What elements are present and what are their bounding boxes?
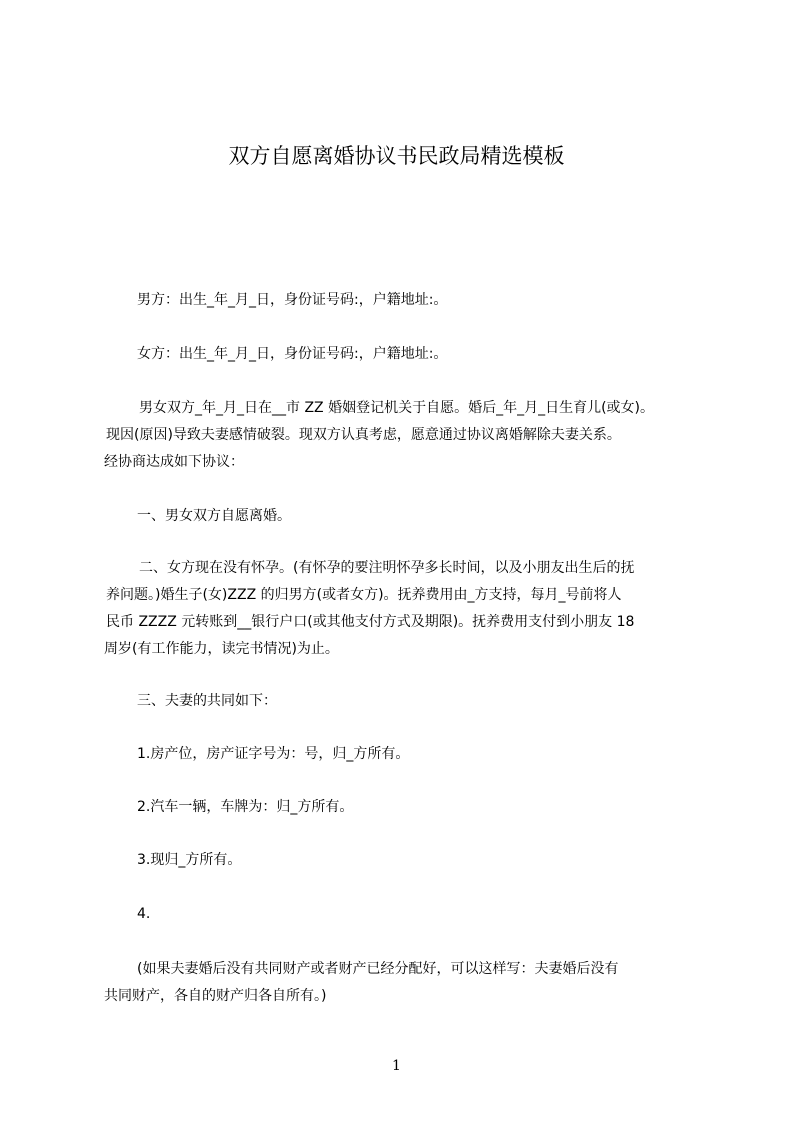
paragraph-husband-info: 男方：出生_年_月_日，身份证号码:，户籍地址:。 (137, 292, 448, 308)
paragraph-wife-info: 女方：出生_年_月_日，身份证号码:，户籍地址:。 (137, 346, 448, 362)
property-item-1: 1.房产位，房产证字号为：号，归_方所有。 (137, 746, 410, 762)
page-number: 1 (392, 1058, 401, 1074)
clause-two-line-3: 民币 ZZZZ 元转账到__银行户口(或其他支付方式及期限)。抚养费用支付到小朋友 18 (106, 614, 635, 630)
property-note-line-1: (如果夫妻婚后没有共同财产或者财产已经分配好，可以这样写：夫妻婚后没有 (137, 961, 619, 977)
clause-two-line-4: 周岁(有工作能力，读完书情况)为止。 (104, 641, 339, 657)
property-item-2: 2.汽车一辆，车牌为：归_方所有。 (137, 799, 354, 815)
property-note-line-2: 共同财产，各自的财产归各自所有。) (104, 988, 327, 1004)
property-item-3: 3.现归_方所有。 (137, 852, 242, 868)
clause-one: 一、男女双方自愿离婚。 (137, 508, 291, 524)
clause-two-line-2: 养问题。)婚生子(女)ZZZ 的归男方(或者女方)。抚养费用由_方支持，每月_号前将人 (106, 587, 622, 603)
paragraph-marriage-line-2: 现因(原因)导致夫妻感情破裂。现双方认真考虑，愿意通过协议离婚解除夫妻关系。 (106, 427, 621, 443)
clause-two-line-1: 二、女方现在没有怀孕。(有怀孕的要注明怀孕多长时间，以及小朋友出生后的抚 (139, 560, 635, 576)
property-item-4: 4. (137, 906, 151, 922)
paragraph-marriage-line-1: 男女双方_年_月_日在__市 ZZ 婚姻登记机关于自愿。婚后_年_月_日生育儿(或女)。 (139, 400, 655, 416)
document-title: 双方自愿离婚协议书民政局精选模板 (228, 144, 565, 168)
clause-three: 三、夫妻的共同如下： (137, 693, 277, 709)
paragraph-marriage-line-3: 经协商达成如下协议： (104, 454, 244, 470)
